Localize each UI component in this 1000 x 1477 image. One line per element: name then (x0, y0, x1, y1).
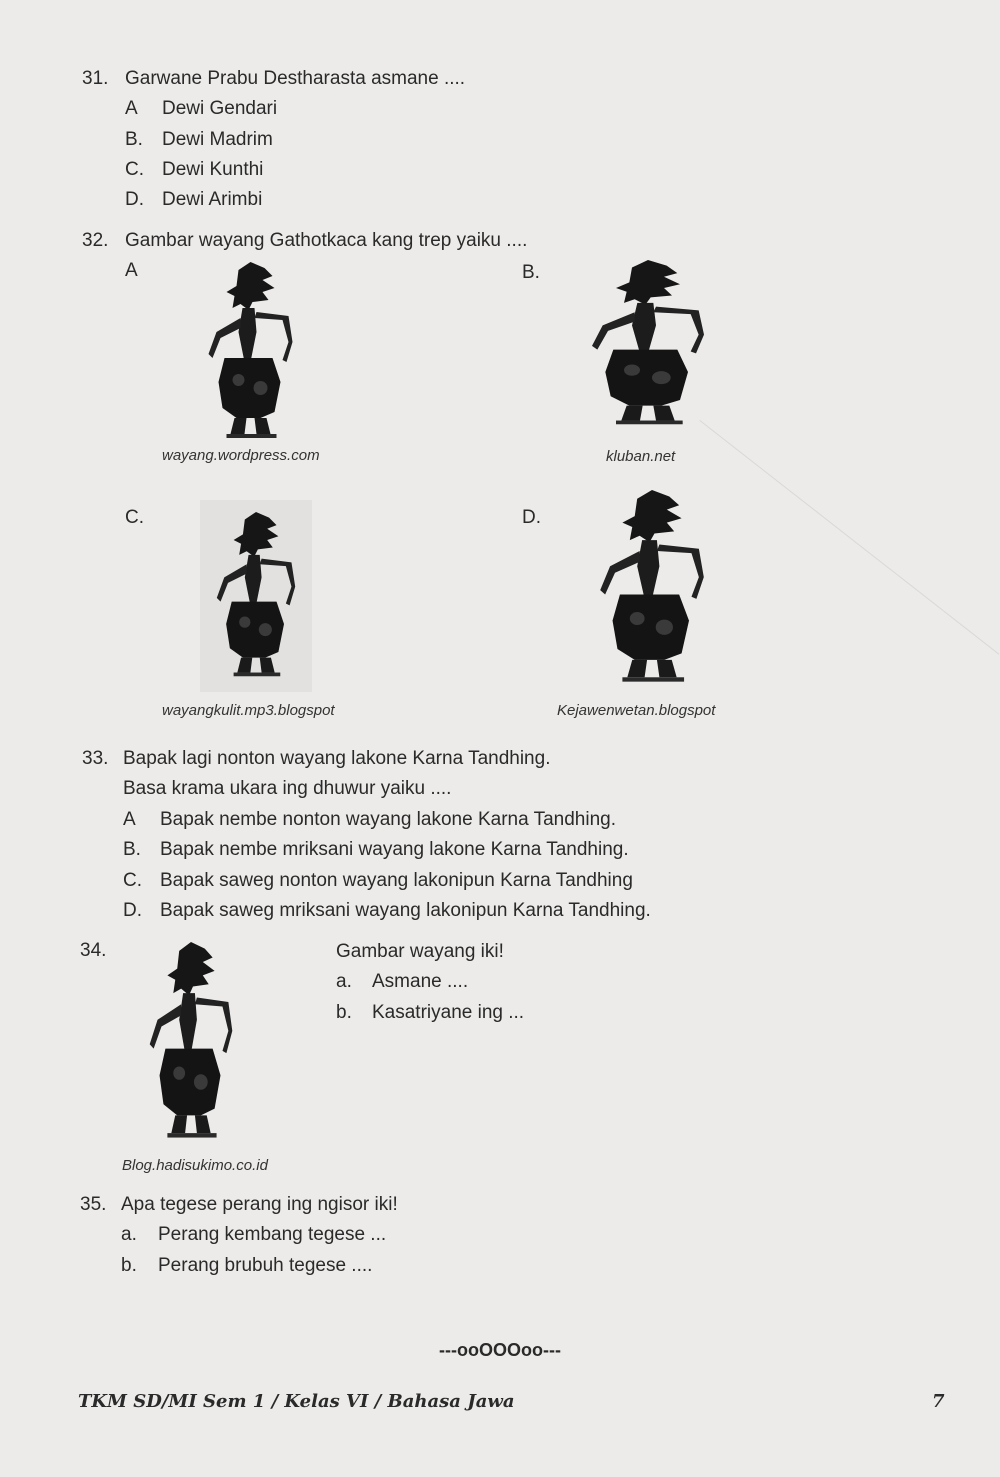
option-key: B. (125, 129, 143, 150)
question-text: Basa krama ukara ing dhuwur yaiku .... (123, 778, 452, 799)
wayang-figure-c-image (200, 500, 312, 692)
option-text: Dewi Madrim (162, 129, 273, 150)
option-key: C. (125, 159, 144, 180)
option-key: C. (125, 507, 144, 528)
question-text: Bapak lagi nonton wayang lakone Karna Tandhing. (123, 748, 551, 769)
option-key: A (123, 809, 136, 830)
item-key: b. (121, 1255, 137, 1276)
question-number: 32. (82, 230, 109, 251)
image-caption: kluban.net (606, 448, 676, 465)
item-text: Kasatriyane ing ... (372, 1002, 525, 1023)
option-key: A (125, 98, 138, 119)
option-text: Bapak nembe mriksani wayang lakone Karna Tandhing. (160, 839, 629, 860)
question-number: 35. (80, 1194, 107, 1215)
option-text: Bapak saweg mriksani wayang lakonipun Karna Tandhing. (160, 900, 651, 921)
image-caption: Blog.hadisukimo.co.id (122, 1157, 268, 1174)
wayang-figure-b-image (568, 260, 728, 428)
wayang-figure-d-image (578, 490, 726, 686)
item-text: Perang brubuh tegese .... (158, 1255, 373, 1276)
paper-fold-line (699, 420, 999, 655)
option-key: D. (123, 900, 142, 921)
option-key: D. (125, 189, 144, 210)
option-key: B. (123, 839, 141, 860)
option-text: Dewi Kunthi (162, 159, 264, 180)
page-number: 7 (932, 1391, 945, 1412)
image-caption: wayang.wordpress.com (162, 447, 320, 464)
question-number: 34. (80, 940, 107, 961)
item-key: a. (336, 971, 352, 992)
question-number: 33. (82, 748, 109, 769)
wayang-figure-a-image (188, 262, 313, 442)
question-text: Apa tegese perang ing ngisor iki! (121, 1194, 398, 1215)
item-key: a. (121, 1224, 137, 1245)
item-text: Asmane .... (372, 971, 469, 992)
image-caption: wayangkulit.mp3.blogspot (162, 702, 335, 719)
option-key: C. (123, 870, 142, 891)
option-key: A (125, 260, 138, 281)
option-text: Dewi Gendari (162, 98, 278, 119)
question-text: Garwane Prabu Destharasta asmane .... (125, 68, 466, 89)
image-caption: Kejawenwetan.blogspot (557, 702, 716, 719)
footer-text: TKM SD/MI Sem 1 / Kelas VI / Bahasa Jawa (78, 1391, 515, 1412)
end-separator: ---ooOOOoo--- (439, 1340, 561, 1360)
item-key: b. (336, 1002, 352, 1023)
question-number: 31. (82, 68, 109, 89)
option-text: Bapak saweg nonton wayang lakonipun Karna Tandhing (160, 870, 633, 891)
wayang-figure-q34-image (132, 942, 250, 1142)
option-text: Dewi Arimbi (162, 189, 263, 210)
question-text: Gambar wayang iki! (336, 941, 504, 962)
option-key: D. (522, 507, 541, 528)
option-key: B. (522, 262, 540, 283)
option-text: Bapak nembe nonton wayang lakone Karna Tandhing. (160, 809, 616, 830)
item-text: Perang kembang tegese ... (158, 1224, 387, 1245)
question-text: Gambar wayang Gathotkaca kang trep yaiku .... (125, 230, 528, 251)
